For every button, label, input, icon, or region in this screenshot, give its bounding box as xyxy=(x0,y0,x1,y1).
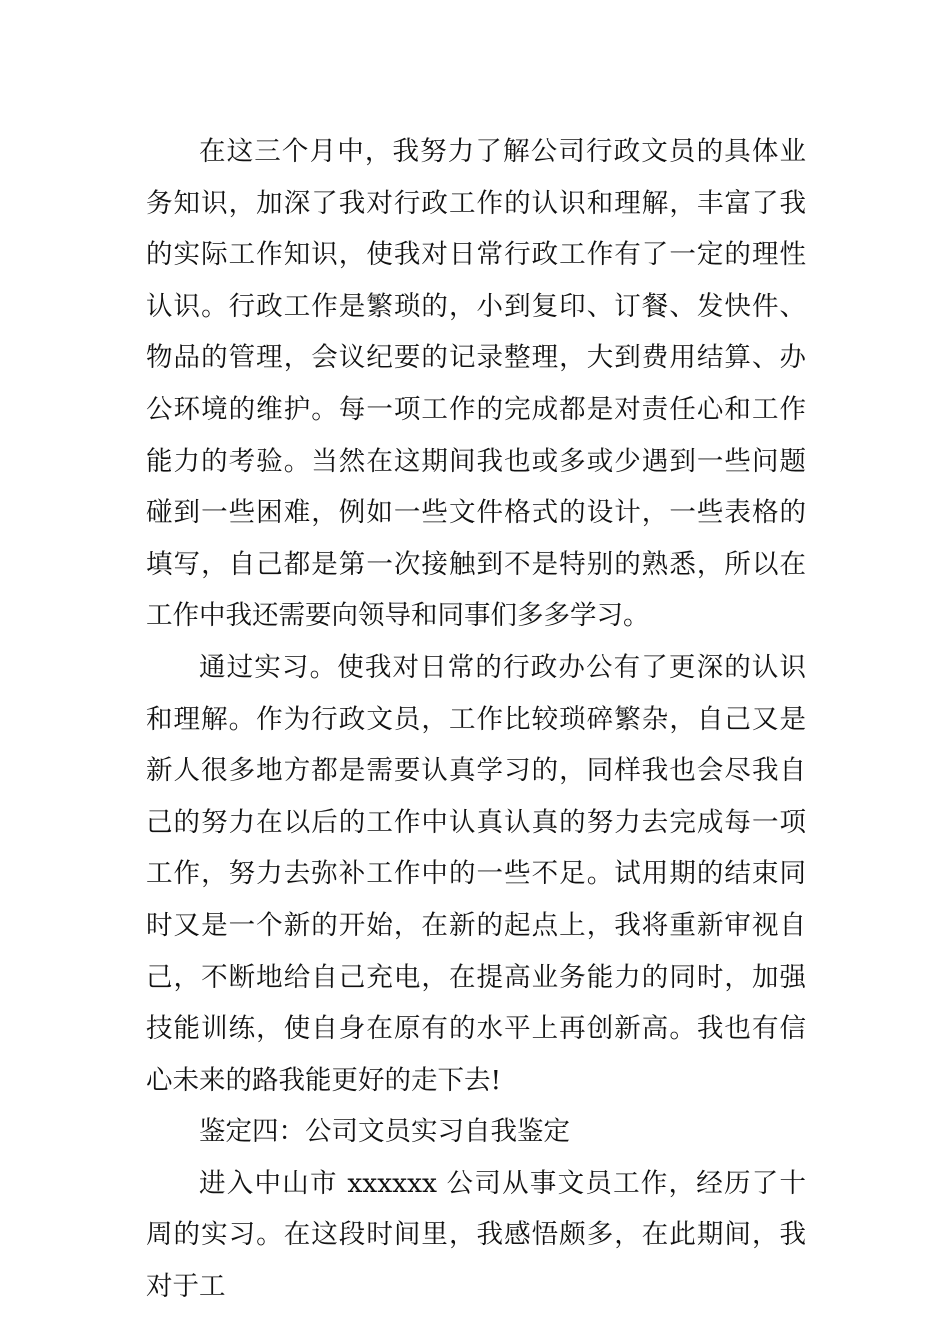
paragraph-internship-summary: 在这三个月中，我努力了解公司行政文员的具体业务知识，加深了我对行政工作的认识和理解，丰富了我的实际工作知识，使我对日常行政工作有了一定的理性认识。行政工作是繁琐的，小到复印、订餐、发快件、物品的管理，会议纪要的记录整理，大到费用结算、办公环境的维护。每一项工作的完成都是对责任心和工作能力的考验。当然在这期间我也或多或少遇到一些问题碰到一些困难，例如一些文件格式的设计，一些表格的填写，自己都是第一次接触到不是特别的熟悉，所以在工作中我还需要向领导和同事们多多学习。 xyxy=(146,136,806,632)
paragraph-internship-reflection: 通过实习。使我对日常的行政办公有了更深的认识和理解。作为行政文员，工作比较琐碎繁杂，自己又是新人很多地方都是需要认真学习的，同样我也会尽我自己的努力在以后的工作中认真认真的努力去完成每一项工作，努力去弥补工作中的一些不足。试用期的结束同时又是一个新的开始，在新的起点上，我将重新审视自己，不断地给自己充电，在提高业务能力的同时，加强技能训练，使自身在原有的水平上再创新高。我也有信心未来的路我能更好的走下去! xyxy=(146,651,806,1096)
section-paragraph: 进入中山市 xxxxxx 公司从事文员工作，经历了十周的实习。在这段时间里，我感悟颇多，在此期间，我对于工 xyxy=(146,1167,806,1303)
document-body xyxy=(146,126,806,1313)
section-heading: 鉴定四：公司文员实习自我鉴定 xyxy=(199,1116,570,1148)
